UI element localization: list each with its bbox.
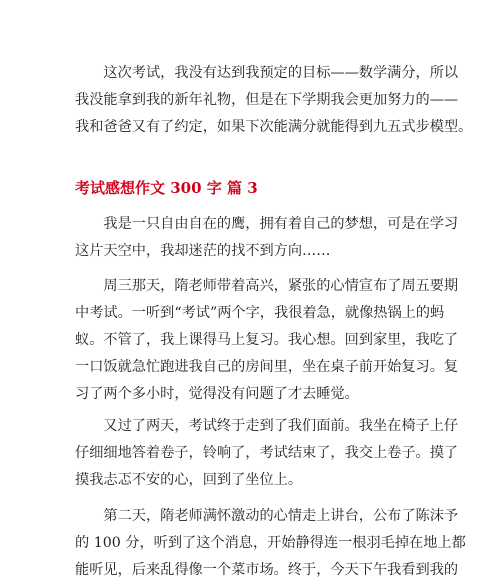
text-line: 第二天，隋老师满怀激动的心情走上讲台，公布了陈沫予 (75, 508, 459, 524)
text-line: 我没能拿到我的新年礼物，但是在下学期我会更加努力的—— (75, 92, 459, 108)
text-line: 的 100 分，听到了这个消息，开始静得连一根羽毛掉在地上都 (75, 535, 466, 551)
text-line: 仔细细地答着卷子，铃响了，考试结束了，我交上卷子。摸了 (75, 445, 459, 461)
text-line: 我和爸爸又有了约定，如果下次能满分就能得到九五式步模型。 (75, 119, 473, 135)
section-heading: 考试感想作文 300 字 篇 3 (75, 179, 258, 197)
text-line: 摸我忐忑不安的心，回到了坐位上。 (75, 472, 303, 488)
text-line: 周三那天，隋老师带着高兴，紧张的心情宣布了周五要期 (75, 278, 459, 294)
text-line: 这次考试，我没有达到我预定的目标——数学满分，所以 (75, 65, 459, 81)
text-line: 一口饭就急忙跑进我自己的房间里，坐在桌子前开始复习。复 (75, 359, 459, 375)
paragraph-intro (75, 60, 473, 141)
text-line: 能听见，后来乱得像一个菜市场。终于，今天下午我看到我的 (75, 562, 459, 578)
text-line: 蚁。不管了，我上课得马上复习。我心想。回到家里，我吃了 (75, 332, 459, 348)
paragraph-eagle (75, 211, 459, 265)
text-line: 我是一只自由自在的鹰，拥有着自己的梦想，可是在学习 (75, 216, 459, 232)
text-line: 这片天空中，我却迷茫的找不到方向…… (75, 243, 331, 259)
paragraph-wednesday (75, 273, 459, 408)
paragraph-exam-day (75, 413, 459, 494)
text-line: 中考试。一听到“考试”两个字，我很着急，就像热锅上的蚂 (75, 305, 445, 321)
text-line: 又过了两天，考试终于走到了我们面前。我坐在椅子上仔 (75, 418, 459, 434)
paragraph-results (75, 503, 466, 584)
text-line: 习了两个多小时，觉得没有问题了才去睡觉。 (75, 386, 359, 402)
